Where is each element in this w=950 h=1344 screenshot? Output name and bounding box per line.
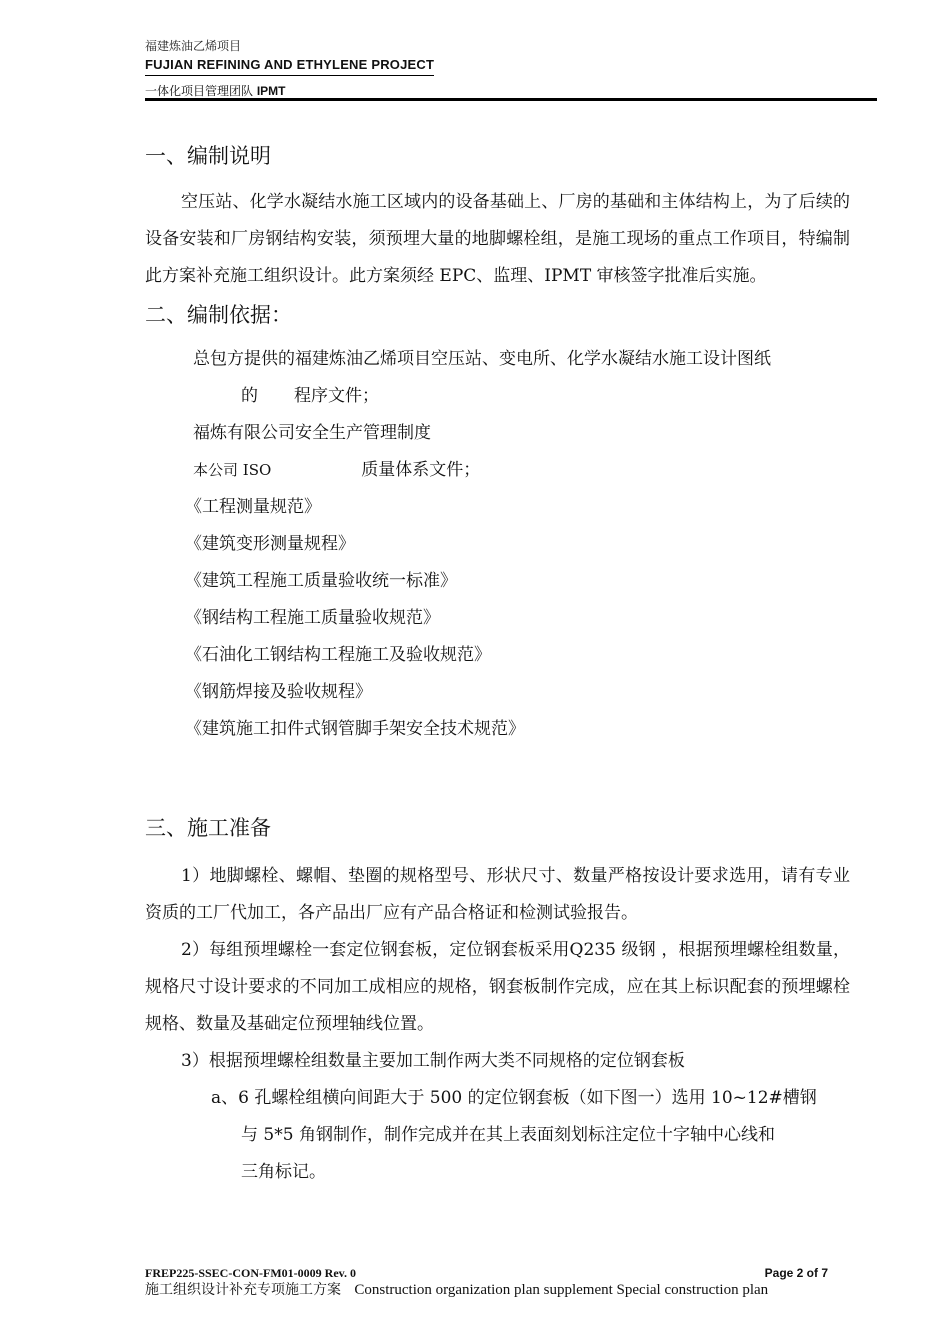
ref-item: 《钢筋焊接及验收规程》 — [185, 682, 372, 702]
section2-title: 二、编制依据： — [145, 303, 292, 327]
header-project-cn: 福建炼油乙烯项目 — [145, 39, 242, 53]
document-body — [145, 140, 850, 1191]
footer-title-cn: 施工组织设计补充专项施工方案 — [145, 1282, 341, 1298]
header-team-cn: 一体化项目管理团队 — [145, 84, 254, 98]
ref-item: 《工程测量规范》 — [185, 497, 321, 517]
basis-item-safety: 福炼有限公司安全生产管理制度 — [193, 423, 431, 443]
footer-doc-code: FREP225-SSEC-CON-FM01-0009 Rev. 0 — [145, 1266, 356, 1280]
prep-paragraph-3a-line2: 与 5*5 角钢制作，制作完成并在其上表面刻划标注定位十字轴中心线和 — [241, 1125, 775, 1145]
prep-paragraph-3: 3）根据预埋螺栓组数量主要加工制作两大类不同规格的定位钢套板 — [181, 1051, 685, 1071]
footer-page-number: Page 2 of 7 — [764, 1266, 828, 1280]
footer-title — [145, 1280, 875, 1300]
basis-item-drawings: 总包方提供的福建炼油乙烯项目空压站、变电所、化学水凝结水施工设计图纸 — [193, 349, 771, 369]
basis-item-iso: 本公司 ISO 质量体系文件； — [193, 460, 481, 480]
page-footer — [145, 1266, 875, 1300]
ref-item: 《建筑工程施工质量验收统一标准》 — [185, 571, 457, 591]
section3-title: 三、施工准备 — [145, 816, 271, 840]
ref-item: 《钢结构工程施工质量验收规范》 — [185, 608, 440, 628]
prep-paragraph-1: 1）地脚螺栓、螺帽、垫圈的规格型号、形状尺寸、数量严格按设计要求选用，请有专业资质的工厂代加工，各产品出厂应有产品合格证和检测试验报告。 — [145, 866, 850, 923]
header-project-en: FUJIAN REFINING AND ETHYLENE PROJECT — [145, 57, 434, 76]
ref-item: 《建筑变形测量规程》 — [185, 534, 355, 554]
section1-body: 空压站、化学水凝结水施工区域内的设备基础上、厂房的基础和主体结构上，为了后续的设备安装和厂房钢结构安装，须预埋大量的地脚螺栓组，是施工现场的重点工作项目，特编制此方案补充施工组织设计。此方案须经 EPC、监理、IPMT 审核签字批准后实施。 — [145, 192, 850, 286]
basis-item-programs: 的 程序文件； — [241, 386, 379, 406]
footer-title-en: Construction organization plan supplement Special construction plan — [354, 1282, 769, 1298]
prep-paragraph-2: 2）每组预埋螺栓一套定位钢套板，定位钢套板采用Q235 级钢 ，根据预埋螺栓组数量，规格尺寸设计要求的不同加工成相应的规格，钢套板制作完成，应在其上标识配套的预埋螺栓规格、数量及基础定位预埋轴线位置。 — [145, 940, 850, 1034]
header-rule — [145, 98, 877, 101]
ref-item: 《石油化工钢结构工程施工及验收规范》 — [185, 645, 491, 665]
prep-paragraph-3a-line1: a、6 孔螺栓组横向间距大于 500 的定位钢套板（如下图一）选用 10~12#槽钢 — [211, 1088, 817, 1108]
section1-title: 一、编制说明 — [145, 144, 271, 168]
header-team-en: IPMT — [256, 84, 286, 98]
page-header — [145, 38, 877, 98]
prep-paragraph-3a-line3: 三角标记。 — [241, 1162, 326, 1182]
header-team — [145, 84, 286, 98]
ref-item: 《建筑施工扣件式钢管脚手架安全技术规范》 — [185, 719, 525, 739]
